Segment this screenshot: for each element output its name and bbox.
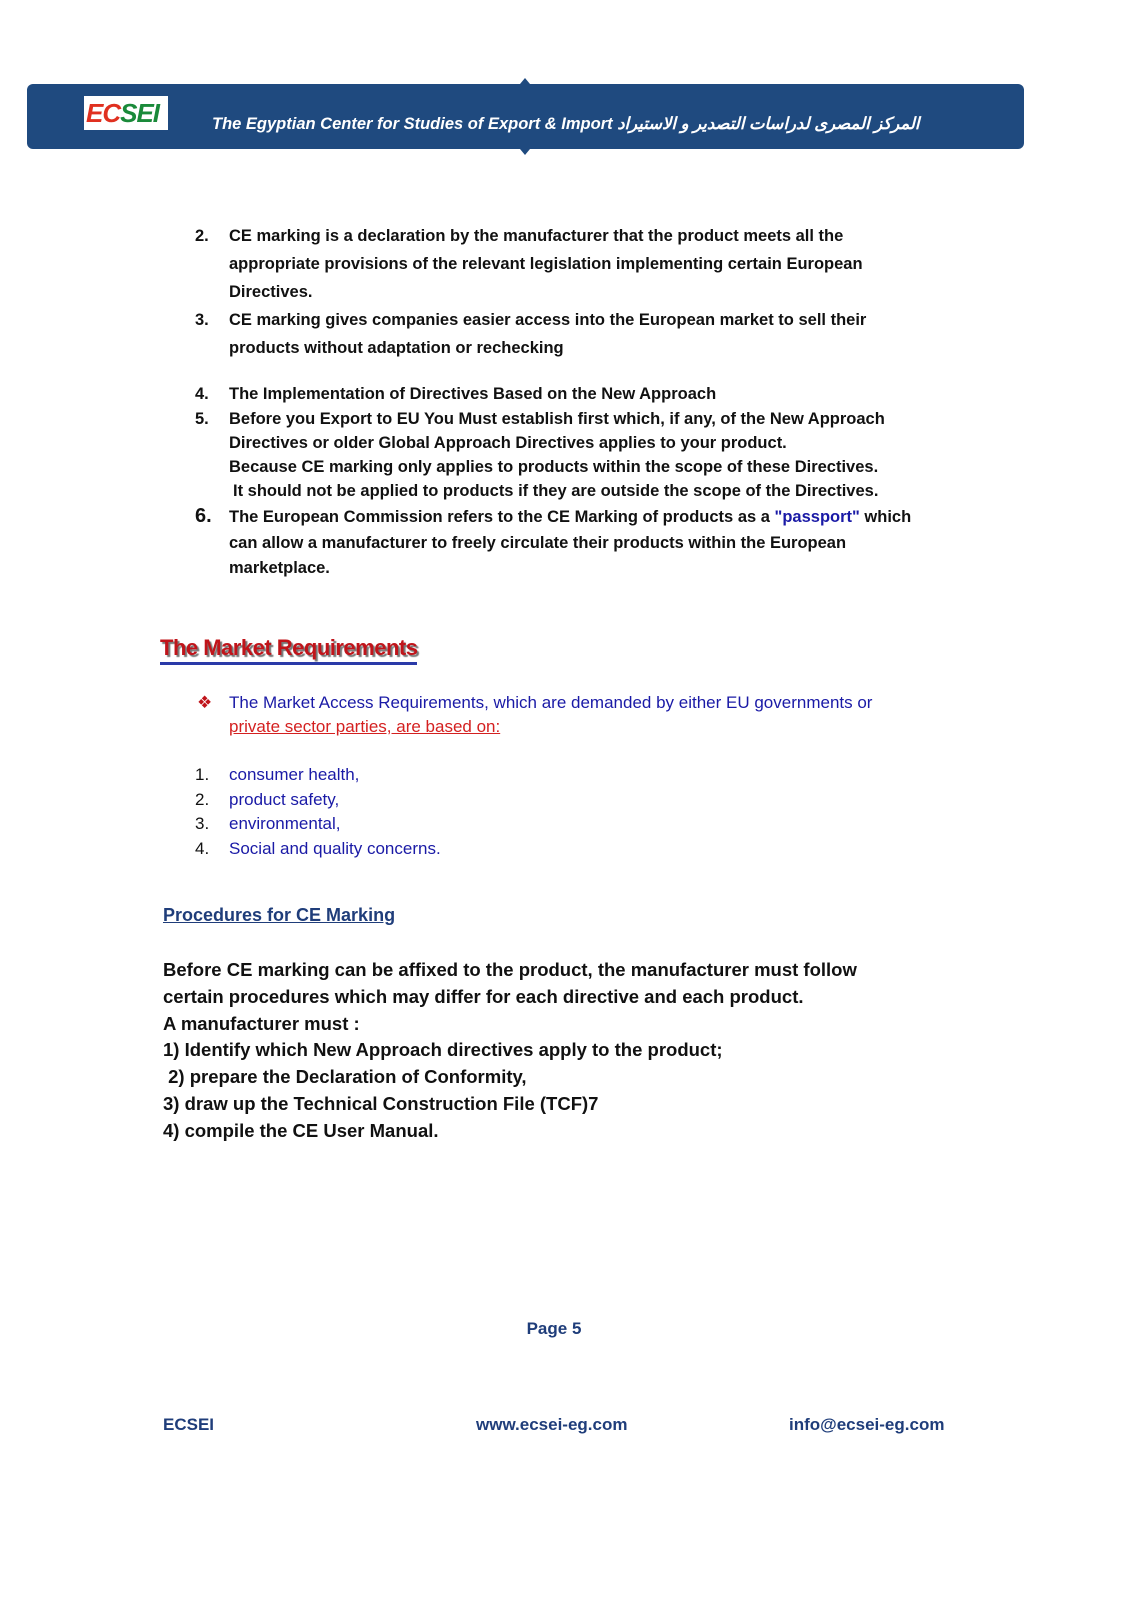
list-text: Social and quality concerns. bbox=[229, 839, 441, 858]
list-text: Because CE marking only applies to products within the scope of these Directives. bbox=[229, 458, 879, 476]
procedures-paragraph bbox=[163, 957, 857, 1145]
header-banner bbox=[27, 84, 1024, 149]
list-text: Directives. bbox=[229, 283, 313, 301]
list-text: The Implementation of Directives Based on the New Approach bbox=[229, 385, 717, 403]
list-number: 2. bbox=[195, 790, 210, 809]
list-text: products without adaptation or rechecking bbox=[229, 339, 564, 357]
list-text: Before you Export to EU You Must establish first which, if any, of the New Approach bbox=[229, 410, 885, 428]
diamond-bullet-icon: ❖ bbox=[197, 693, 213, 712]
paragraph-line: 2) prepare the Declaration of Conformity, bbox=[163, 1066, 527, 1088]
list-text: CE marking is a declaration by the manufacturer that the product meets all the bbox=[229, 227, 844, 245]
ecsei-logo: ECSEI bbox=[84, 96, 168, 130]
list-text bbox=[229, 508, 911, 527]
footer-email-link[interactable]: info@ecsei-eg.com bbox=[789, 1415, 945, 1434]
list-number: 3. bbox=[195, 814, 210, 833]
market-requirements-heading: The Market Requirements bbox=[160, 634, 417, 665]
list-text: It should not be applied to products if they are outside the scope of the Directives. bbox=[233, 482, 879, 500]
page-number: Page 5 bbox=[526, 1319, 582, 1338]
footer-website-link[interactable]: www.ecsei-eg.com bbox=[476, 1415, 628, 1434]
header-title: The Egyptian Center for Studies of Export & Import المركز المصرى لدراسات التصدير و الاستيراد bbox=[212, 115, 920, 133]
bullet-text: The Market Access Requirements, which are demanded by either EU governments or bbox=[229, 693, 873, 712]
text-fragment: The European Commission refers to the CE Marking of products as a bbox=[229, 508, 775, 526]
list-number: 4. bbox=[195, 385, 209, 403]
list-text: environmental, bbox=[229, 814, 341, 833]
paragraph-line: 3) draw up the Technical Construction File (TCF)7 bbox=[163, 1092, 599, 1114]
list-text: Directives or older Global Approach Directives applies to your product. bbox=[229, 434, 787, 452]
paragraph-line: 4) compile the CE User Manual. bbox=[163, 1119, 439, 1141]
list-number: 2. bbox=[195, 227, 209, 245]
list-text: can allow a manufacturer to freely circulate their products within the European bbox=[229, 534, 847, 552]
text-fragment: which bbox=[859, 508, 912, 526]
list-text: consumer health, bbox=[229, 765, 360, 784]
paragraph-line: A manufacturer must : bbox=[163, 1012, 360, 1034]
list-number: 1. bbox=[195, 765, 210, 784]
paragraph-line: 1) Identify which New Approach directives apply to the product; bbox=[163, 1039, 723, 1061]
list-text: CE marking gives companies easier access into the European market to sell their bbox=[229, 311, 867, 329]
passport-highlight: "passport" bbox=[774, 508, 860, 526]
list-number: 3. bbox=[195, 311, 209, 329]
list-number: 4. bbox=[195, 839, 210, 858]
list-text: product safety, bbox=[229, 790, 340, 809]
paragraph-line: certain procedures which may differ for each directive and each product. bbox=[163, 985, 804, 1007]
list-text: marketplace. bbox=[229, 559, 330, 577]
list-text: appropriate provisions of the relevant legislation implementing certain European bbox=[229, 255, 863, 273]
list-number: 5. bbox=[195, 410, 209, 428]
procedures-heading: Procedures for CE Marking bbox=[163, 905, 396, 925]
list-number: 6. bbox=[195, 505, 212, 527]
paragraph-line: Before CE marking can be affixed to the product, the manufacturer must follow bbox=[163, 959, 857, 980]
bullet-text: private sector parties, are based on: bbox=[229, 717, 501, 736]
footer-org: ECSEI bbox=[163, 1415, 215, 1434]
